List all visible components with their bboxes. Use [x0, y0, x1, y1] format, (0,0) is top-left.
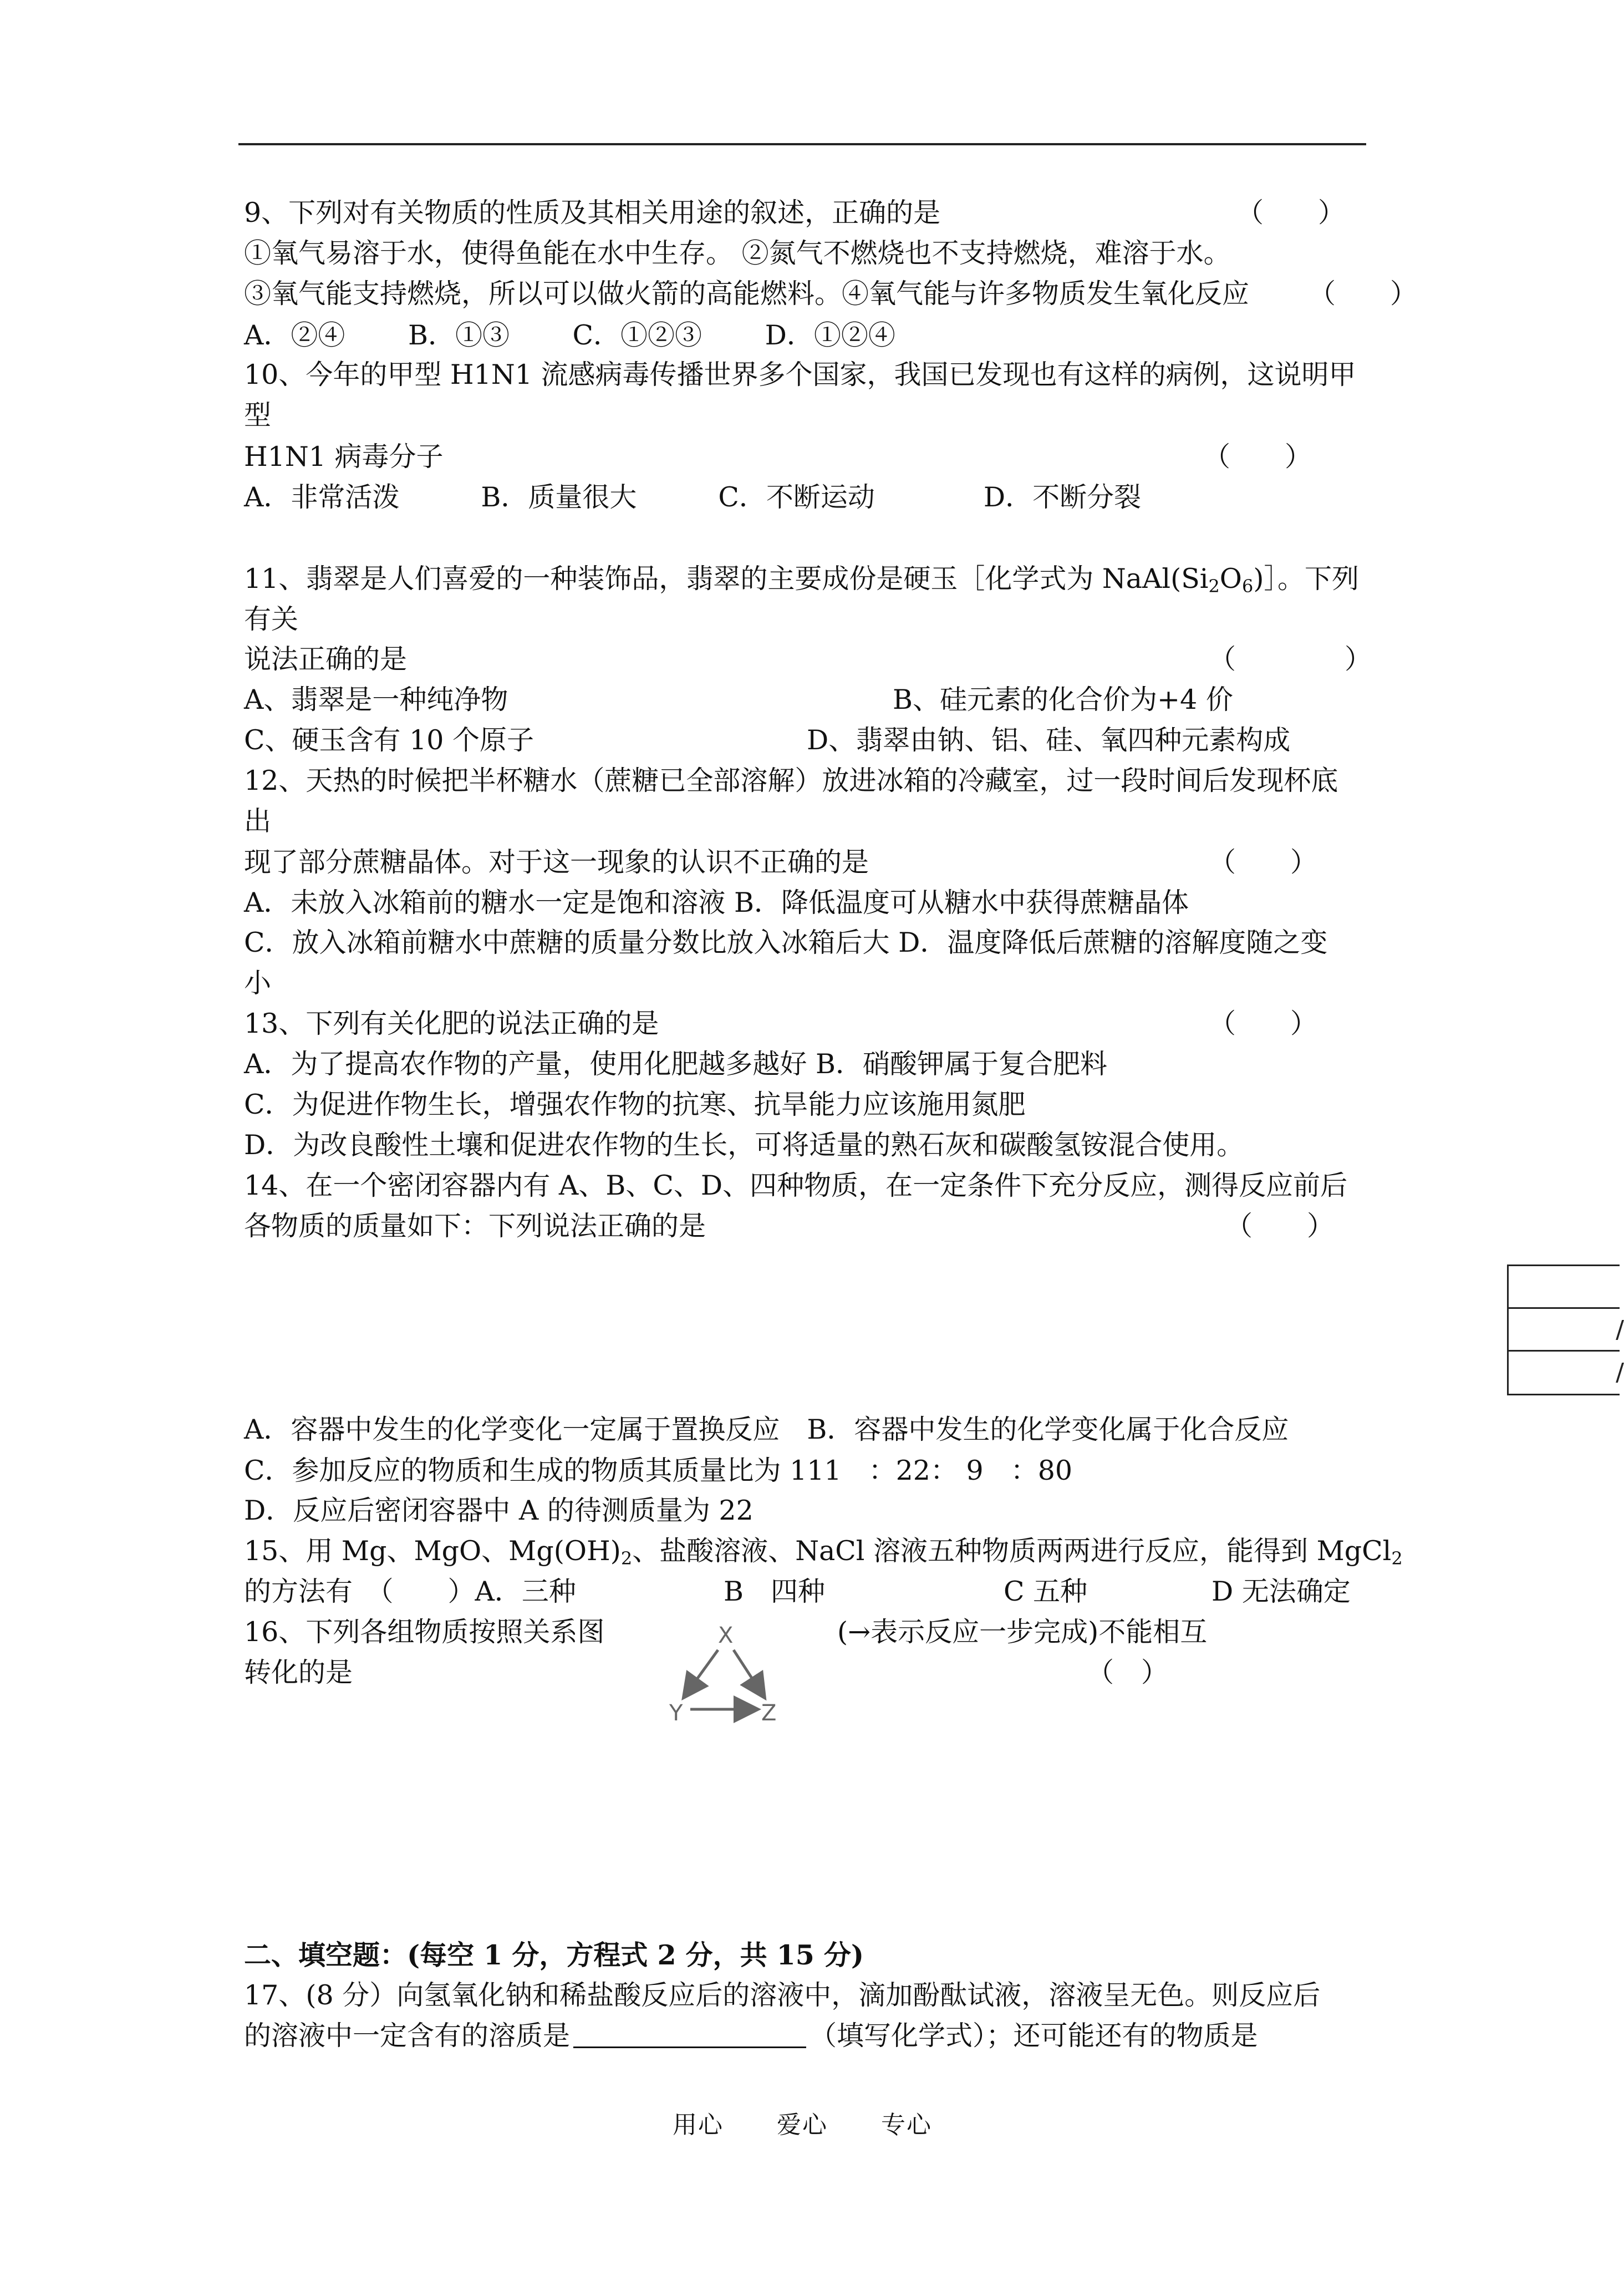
q11-stem-1: 11、翡翠是人们喜爱的一种装饰品，翡翠的主要成份是硬玉［化学式为 $NaAl(Si_2O_6)]$。下列	[244, 563, 1359, 597]
q9-answer-paren-2: （ ）	[1309, 278, 1418, 309]
q15-option-d: D 无法确定	[1211, 1576, 1351, 1607]
q11-answer-paren: （ ）	[1209, 643, 1372, 675]
arrow-x-to-z	[734, 1650, 763, 1696]
q10-answer-paren: （ ）	[1203, 441, 1312, 473]
q9-statements-2: ③氧气能支持燃烧，所以可以做火箭的高能燃料。④氧气能与许多物质发生氧化反应	[244, 278, 1250, 309]
footer-text: 用心	[673, 2111, 724, 2139]
q16-stem-2: 转化的是	[244, 1657, 353, 1688]
arrow-x-to-y	[685, 1650, 718, 1696]
q13-answer-paren: （ ）	[1209, 1008, 1318, 1039]
q14-stem-2: 各物质的质量如下：下列说法正确的是	[244, 1210, 706, 1242]
q9-stem: 9、下列对有关物质的性质及其相关用途的叙述，正确的是	[244, 197, 941, 228]
q15-option-b: B 四种	[724, 1576, 826, 1607]
q11-stem-2: 有关	[244, 603, 299, 635]
diagram-node-z: Z	[761, 1700, 777, 1726]
q11-option-b: B、硅元素的化合价为+4 价	[893, 684, 1233, 715]
edge-table-row	[1509, 1266, 1620, 1309]
q16-stem-1: 16、下列各组物质按照关系图	[244, 1616, 605, 1648]
q14-option-d: D．反应后密闭容器中 A 的待测质量为 22	[244, 1495, 754, 1526]
q15-stem-2: 的方法有 （ ）A．三种	[244, 1576, 576, 1607]
edge-mark: /	[1616, 1316, 1624, 1344]
q12-options-ab: A．未放入冰箱前的糖水一定是饱和溶液 B．降低温度可从糖水中获得蔗糖晶体	[244, 887, 1189, 918]
q13-stem: 13、下列有关化肥的说法正确的是	[244, 1008, 659, 1039]
q11-option-a: A、翡翠是一种纯净物	[244, 684, 508, 715]
q16-note: (→表示反应一步完成)不能相互	[837, 1616, 1208, 1648]
q13-option-d: D．为改良酸性土壤和促进农作物的生长，可将适量的熟石灰和碳酸氢铵混合使用。	[244, 1129, 1244, 1161]
q11-option-c: C、硬玉含有 10 个原子	[244, 724, 534, 756]
q13-option-c: C．为促进作物生长，增强农作物的抗寒、抗旱能力应该施用氮肥	[244, 1089, 1026, 1120]
q10-options: A．非常活泼 B．质量很大 C．不断运动 D．不断分裂	[244, 481, 1142, 513]
q13-options-ab: A．为了提高农作物的产量，使用化肥越多越好 B．硝酸钾属于复合肥料	[244, 1048, 1107, 1080]
diagram-node-x: X	[718, 1623, 734, 1648]
q12-answer-paren: （ ）	[1209, 846, 1318, 878]
edge-mark: /	[1616, 1358, 1624, 1387]
q11-option-d: D、翡翠由钠、铝、硅、氧四种元素构成	[807, 724, 1291, 756]
q12-stem-1: 12、天热的时候把半杯糖水（蔗糖已全部溶解）放进冰箱的冷藏室，过一段时间后发现杯底	[244, 765, 1338, 796]
q12-options-cd-cont: 小	[244, 967, 272, 999]
q16-answer-paren: （ ）	[1087, 1657, 1169, 1688]
q17-line-2: 的溶液中一定含有的溶质是 （填写化学式）；还可能还有的物质是	[244, 2020, 1258, 2051]
q14-options-ab: A．容器中发生的化学变化一定属于置换反应 B．容器中发生的化学变化属于化合反应	[244, 1414, 1289, 1445]
section2-title: 二、填空题：(每空 1 分，方程式 2 分，共 15 分)	[244, 1939, 864, 1971]
q10-stem-2: 型	[244, 399, 272, 431]
header-rule	[238, 143, 1366, 145]
q12-stem-3: 现了部分蔗糖晶体。对于这一现象的认识不正确的是	[244, 846, 869, 878]
q10-stem-1: 10、今年的甲型 H1N1 流感病毒传播世界多个国家，我国已发现也有这样的病例，这说明甲	[244, 359, 1356, 390]
q17-line-1: 17、(8 分）向氢氧化钠和稀盐酸反应后的溶液中，滴加酚酞试液，溶液呈无色。则反应后	[244, 1979, 1321, 2011]
page-footer	[0, 2105, 1605, 2140]
q15-stem-1: 15、用 Mg、MgO、$Mg(OH)_2$、盐酸溶液、NaCl 溶液五种物质两两进行反应，能得到 MgCl$_2$	[244, 1535, 1403, 1569]
q14-stem-1: 14、在一个密闭容器内有 A、B、C、D、四种物质，在一定条件下充分反应，测得反应前后	[244, 1170, 1348, 1201]
edge-table-fragment	[1507, 1265, 1624, 1395]
q10-stem-3: H1N1 病毒分子	[244, 441, 444, 473]
edge-table-row	[1509, 1352, 1624, 1393]
q12-stem-2: 出	[244, 805, 272, 837]
q14-option-c: C．参加反应的物质和生成的物质其质量比为 111 ：22： 9 ：80	[244, 1455, 1073, 1486]
footer-text: 爱心	[777, 2111, 828, 2139]
q17-answer-blank[interactable]	[573, 2022, 806, 2048]
xyz-relation-diagram	[663, 1619, 796, 1725]
q9-statements-1: ①氧气易溶于水，使得鱼能在水中生存。 ②氮气不燃烧也不支持燃烧，难溶于水。	[244, 237, 1231, 269]
q15-option-c: C 五种	[1004, 1576, 1088, 1607]
edge-table-row	[1509, 1309, 1624, 1352]
q12-options-cd: C．放入冰箱前糖水中蔗糖的质量分数比放入冰箱后大 D．温度降低后蔗糖的溶解度随之变	[244, 927, 1328, 958]
footer-text: 专心	[881, 2111, 932, 2139]
diagram-node-y: Y	[669, 1700, 683, 1726]
q9-options: A．②④ B．①③ C．①②③ D．①②④	[244, 319, 895, 351]
q11-stem-3: 说法正确的是	[244, 643, 408, 675]
q9-answer-paren: （ ）	[1236, 197, 1346, 228]
q14-answer-paren: （ ）	[1225, 1210, 1335, 1242]
